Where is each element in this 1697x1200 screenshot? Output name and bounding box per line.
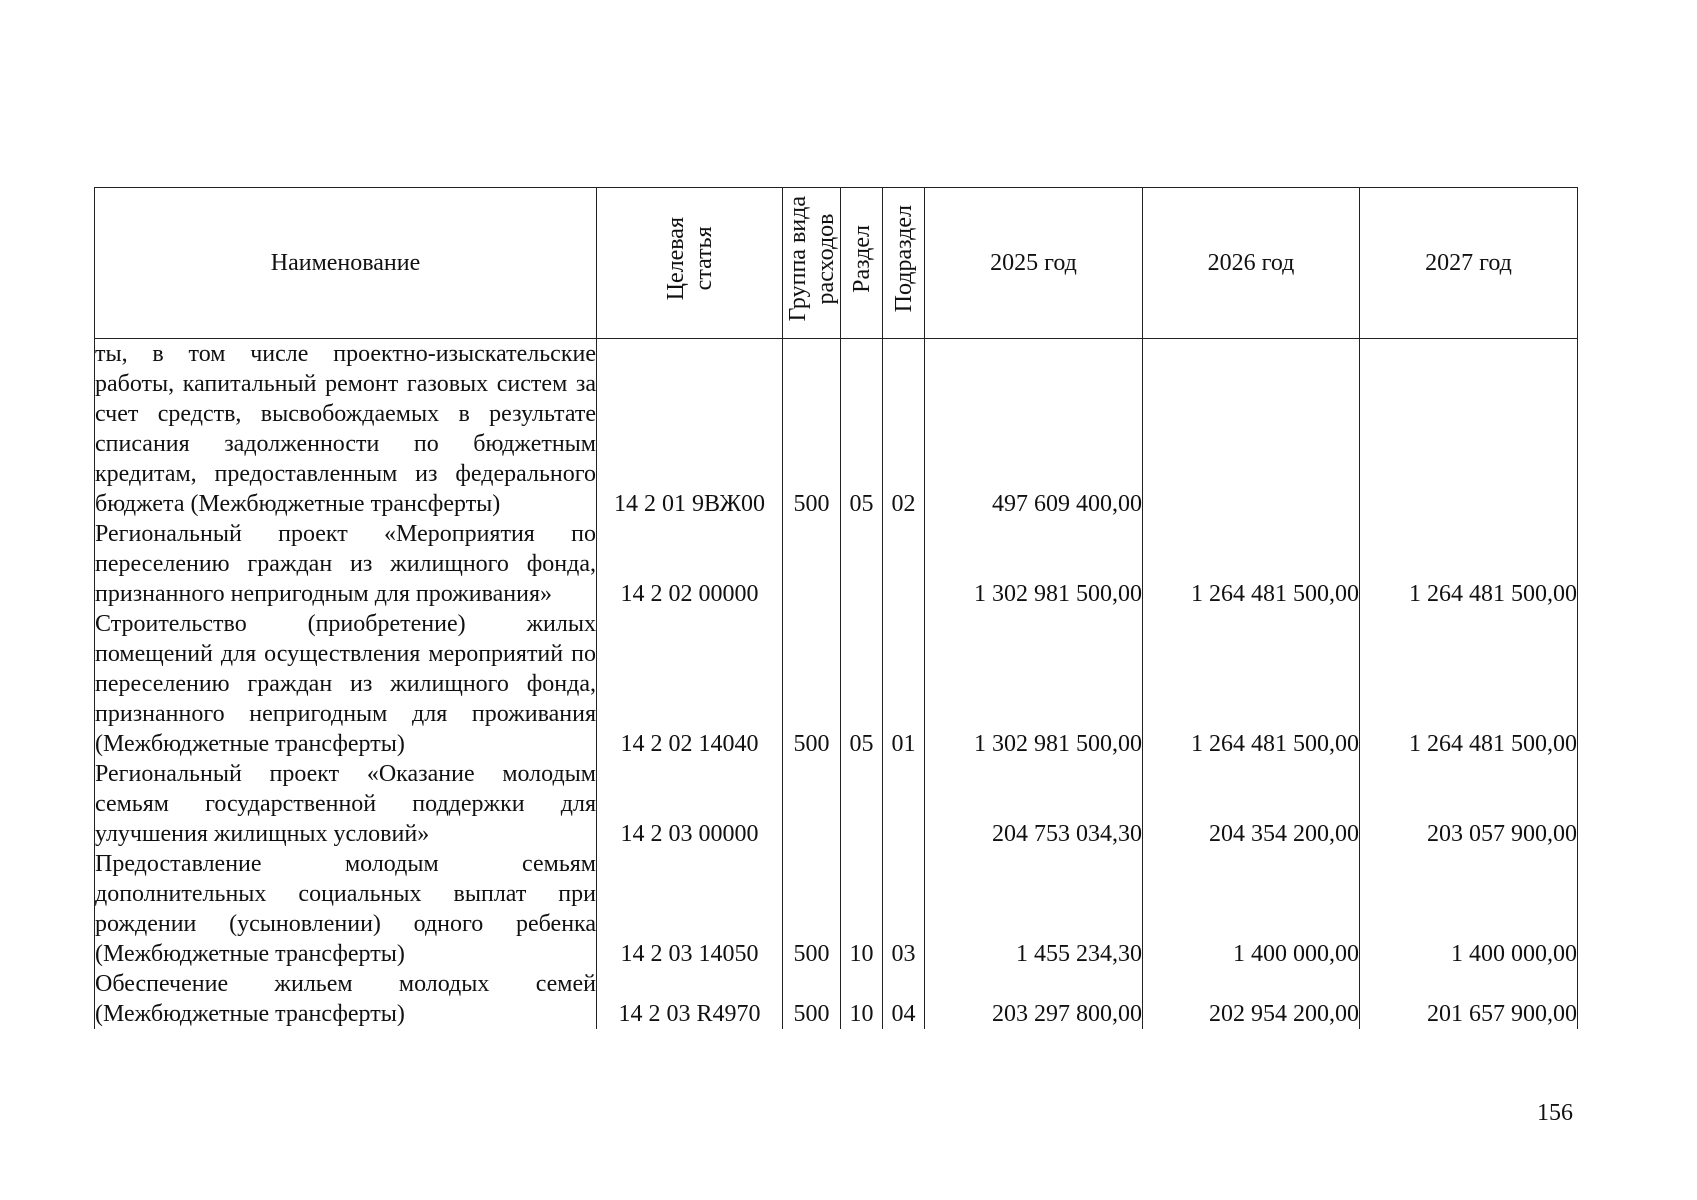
table-row [95,969,1578,1029]
row-2025: 204 753 034,30 [925,759,1143,849]
row-code: 14 2 02 00000 [597,519,783,609]
budget-table [94,187,1578,1029]
row-group [783,759,841,849]
row-code: 14 2 01 9ВЖ00 [597,339,783,520]
row-2026: 204 354 200,00 [1143,759,1360,849]
row-section [841,519,883,609]
row-2026: 1 400 000,00 [1143,849,1360,969]
row-group [783,519,841,609]
table-row [95,609,1578,759]
row-group: 500 [783,849,841,969]
row-2026: 1 264 481 500,00 [1143,519,1360,609]
row-name: Обеспечение жильем молодых семей (Межбюджетные трансферты) [95,971,596,1027]
row-2027: 1 264 481 500,00 [1360,609,1578,759]
table-row [95,759,1578,849]
row-subsection: 02 [883,339,925,520]
row-section: 10 [841,969,883,1029]
row-code: 14 2 02 14040 [597,609,783,759]
row-2025: 1 302 981 500,00 [925,609,1143,759]
row-name: Строительство (приобретение) жилых помещений для осуществления мероприятий по переселению граждан из жилищного фонда, признанного непригодным для проживания (Межбюджетные трансферты) [95,611,596,757]
header-section: Раздел [841,188,883,339]
row-subsection: 04 [883,969,925,1029]
row-2027 [1360,339,1578,520]
row-2025: 1 455 234,30 [925,849,1143,969]
header-code: Целевая статья [597,188,783,339]
header-2025: 2025 год [925,188,1143,339]
row-code: 14 2 03 14050 [597,849,783,969]
header-subsection: Подраздел [883,188,925,339]
row-code: 14 2 03 R4970 [597,969,783,1029]
row-subsection: 03 [883,849,925,969]
row-name: Региональный проект «Оказание молодым семьям государственной поддержки для улучшения жилищных условий» [95,761,596,847]
row-2025: 497 609 400,00 [925,339,1143,520]
row-2027: 1 264 481 500,00 [1360,519,1578,609]
table-row [95,519,1578,609]
row-2026: 1 264 481 500,00 [1143,609,1360,759]
table-row [95,849,1578,969]
row-section: 05 [841,609,883,759]
row-2026: 202 954 200,00 [1143,969,1360,1029]
row-group: 500 [783,969,841,1029]
row-name: Региональный проект «Мероприятия по переселению граждан из жилищного фонда, признанного непригодным для проживания» [95,521,596,607]
row-2027: 203 057 900,00 [1360,759,1578,849]
row-2027: 201 657 900,00 [1360,969,1578,1029]
row-2026 [1143,339,1360,520]
table-header-row [95,188,1578,339]
row-section: 10 [841,849,883,969]
header-2027: 2027 год [1360,188,1578,339]
row-group: 500 [783,609,841,759]
row-code: 14 2 03 00000 [597,759,783,849]
row-name: ты, в том числе проектно-изыскательские работы, капитальный ремонт газовых систем за счет средств, высвобождаемых в результате списания задолженности по бюджетным кредитам, предоставленным из федерального бюджета (Межбюджетные трансферты) [95,339,597,520]
row-subsection: 01 [883,609,925,759]
row-2027: 1 400 000,00 [1360,849,1578,969]
row-subsection [883,519,925,609]
row-section: 05 [841,339,883,520]
header-name: Наименование [95,188,597,339]
row-2025: 203 297 800,00 [925,969,1143,1029]
row-group: 500 [783,339,841,520]
row-name: Предоставление молодым семьям дополнительных социальных выплат при рождении (усыновлении) одного ребенка (Межбюджетные трансферты) [95,851,596,967]
header-2026: 2026 год [1143,188,1360,339]
row-subsection [883,759,925,849]
header-group: Группа вида расходов [783,188,841,339]
row-section [841,759,883,849]
page-number: 156 [1537,1100,1573,1126]
table-row [95,339,1578,520]
row-2025: 1 302 981 500,00 [925,519,1143,609]
